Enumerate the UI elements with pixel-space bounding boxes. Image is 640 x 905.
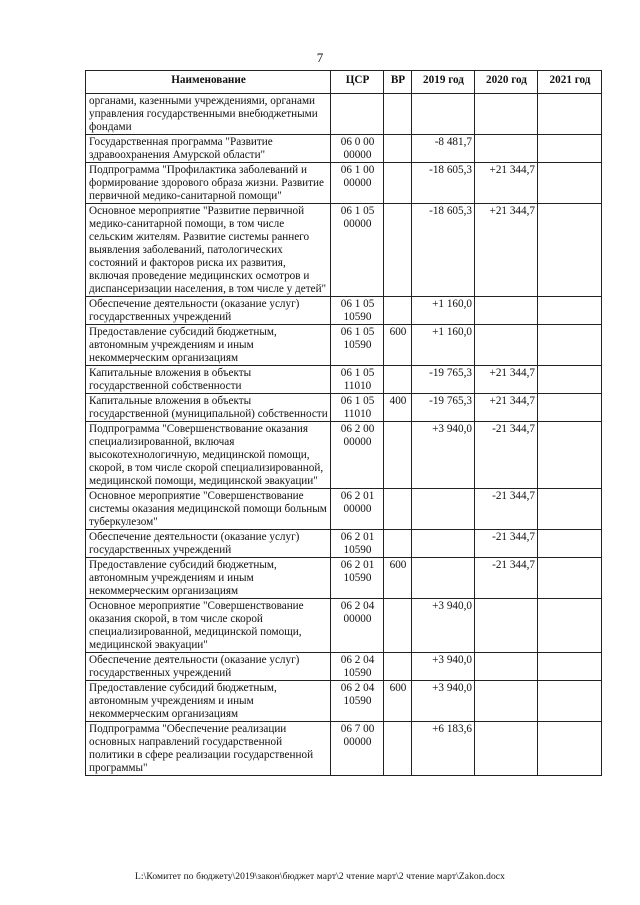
cell-2019: +3 940,0 <box>412 422 475 489</box>
cell-vr <box>384 94 412 135</box>
cell-2020 <box>475 297 538 325</box>
cell-2021 <box>538 366 602 394</box>
cell-2021 <box>538 135 602 163</box>
cell-name: Подпрограмма "Обеспечение реализации основных направлений государственной политики в сфере реализации государственной программы" <box>86 722 331 776</box>
cell-2019: +1 160,0 <box>412 325 475 366</box>
cell-2020: +21 344,7 <box>475 366 538 394</box>
cell-csr <box>331 94 384 135</box>
cell-2019: -18 605,3 <box>412 163 475 204</box>
cell-name: Основное мероприятие "Совершенствование системы оказания медицинской помощи больным туберкулезом" <box>86 489 331 530</box>
cell-2019: +3 940,0 <box>412 653 475 681</box>
cell-vr: 600 <box>384 558 412 599</box>
cell-2021 <box>538 422 602 489</box>
cell-vr: 400 <box>384 394 412 422</box>
cell-csr: 06 2 04 10590 <box>331 681 384 722</box>
table-row <box>86 558 602 599</box>
cell-2021 <box>538 163 602 204</box>
table-header-row <box>86 71 602 94</box>
cell-2019: +3 940,0 <box>412 599 475 653</box>
cell-2020 <box>475 135 538 163</box>
cell-csr: 06 1 00 00000 <box>331 163 384 204</box>
cell-name: Основное мероприятие "Совершенствование оказания скорой, в том числе скорой специализированной, медицинской помощи, медицинской эвакуации" <box>86 599 331 653</box>
header-2019: 2019 год <box>412 71 475 94</box>
cell-2021 <box>538 530 602 558</box>
cell-csr: 06 2 04 00000 <box>331 599 384 653</box>
cell-name: Обеспечение деятельности (оказание услуг) государственных учреждений <box>86 297 331 325</box>
cell-vr: 600 <box>384 681 412 722</box>
table-row <box>86 599 602 653</box>
cell-2021 <box>538 394 602 422</box>
cell-csr: 06 2 00 00000 <box>331 422 384 489</box>
cell-2020: +21 344,7 <box>475 163 538 204</box>
cell-2021 <box>538 599 602 653</box>
cell-vr: 600 <box>384 325 412 366</box>
cell-vr <box>384 653 412 681</box>
cell-csr: 06 1 05 11010 <box>331 394 384 422</box>
cell-vr <box>384 204 412 297</box>
cell-2021 <box>538 204 602 297</box>
table-row <box>86 297 602 325</box>
cell-2021 <box>538 558 602 599</box>
table-row <box>86 94 602 135</box>
cell-csr: 06 2 01 10590 <box>331 558 384 599</box>
cell-2020: -21 344,7 <box>475 558 538 599</box>
table-row <box>86 394 602 422</box>
table-row <box>86 530 602 558</box>
table-row <box>86 489 602 530</box>
cell-name: Государственная программа "Развитие здравоохранения Амурской области" <box>86 135 331 163</box>
cell-name: Предоставление субсидий бюджетным, автономным учреждениям и иным некоммерческим организациям <box>86 558 331 599</box>
cell-csr: 06 1 05 10590 <box>331 297 384 325</box>
cell-2020 <box>475 94 538 135</box>
cell-vr <box>384 489 412 530</box>
table-row <box>86 163 602 204</box>
cell-csr: 06 2 01 10590 <box>331 530 384 558</box>
cell-2020: -21 344,7 <box>475 422 538 489</box>
budget-table <box>85 70 602 776</box>
footer-file-path: L:\Комитет по бюджету\2019\закон\бюджет март\2 чтение март\2 чтение март\Zakon.docx <box>135 872 505 882</box>
cell-2020 <box>475 722 538 776</box>
cell-2020: +21 344,7 <box>475 394 538 422</box>
cell-vr <box>384 366 412 394</box>
cell-2021 <box>538 722 602 776</box>
cell-2019: -8 481,7 <box>412 135 475 163</box>
cell-2020: -21 344,7 <box>475 530 538 558</box>
cell-vr <box>384 422 412 489</box>
cell-name: Обеспечение деятельности (оказание услуг) государственных учреждений <box>86 653 331 681</box>
cell-csr: 06 1 05 11010 <box>331 366 384 394</box>
cell-2021 <box>538 94 602 135</box>
cell-2019: -19 765,3 <box>412 366 475 394</box>
cell-csr: 06 0 00 00000 <box>331 135 384 163</box>
cell-csr: 06 7 00 00000 <box>331 722 384 776</box>
cell-2019 <box>412 489 475 530</box>
cell-name: Капитальные вложения в объекты государственной собственности <box>86 366 331 394</box>
table-body <box>86 94 602 776</box>
cell-2019: +6 183,6 <box>412 722 475 776</box>
cell-2021 <box>538 325 602 366</box>
header-name: Наименование <box>86 71 331 94</box>
header-vr: ВР <box>384 71 412 94</box>
table-row <box>86 722 602 776</box>
cell-2019: -19 765,3 <box>412 394 475 422</box>
cell-name: Подпрограмма "Профилактика заболеваний и формирование здорового образа жизни. Развитие первичной медико-санитарной помощи" <box>86 163 331 204</box>
page-number: 7 <box>316 50 324 65</box>
header-csr: ЦСР <box>331 71 384 94</box>
cell-csr: 06 2 01 00000 <box>331 489 384 530</box>
cell-csr: 06 2 04 10590 <box>331 653 384 681</box>
cell-csr: 06 1 05 00000 <box>331 204 384 297</box>
cell-name: Основное мероприятие "Развитие первичной медико-санитарной помощи, в том числе сельским жителям. Развитие системы раннего выявления заболеваний, патологических состояний и факторов риска их развития, включая проведение медицинских осмотров и диспансеризации населения, в том числе у детей" <box>86 204 331 297</box>
table-row <box>86 653 602 681</box>
cell-2020 <box>475 653 538 681</box>
cell-2019 <box>412 530 475 558</box>
cell-vr <box>384 135 412 163</box>
cell-name: Предоставление субсидий бюджетным, автономным учреждениям и иным некоммерческим организациям <box>86 325 331 366</box>
table-row <box>86 681 602 722</box>
cell-2019: +3 940,0 <box>412 681 475 722</box>
table-row <box>86 325 602 366</box>
cell-2019: -18 605,3 <box>412 204 475 297</box>
cell-2021 <box>538 681 602 722</box>
cell-2020 <box>475 325 538 366</box>
cell-2019: +1 160,0 <box>412 297 475 325</box>
cell-2021 <box>538 489 602 530</box>
cell-name: Подпрограмма "Совершенствование оказания специализированной, включая высокотехнологичную, медицинской помощи, скорой, в том числе скорой специализированной, медицинской помощи, медицинской эвакуации" <box>86 422 331 489</box>
table-row <box>86 422 602 489</box>
cell-vr <box>384 530 412 558</box>
cell-2020 <box>475 599 538 653</box>
cell-2019 <box>412 558 475 599</box>
cell-vr <box>384 722 412 776</box>
table-row <box>86 204 602 297</box>
cell-2019 <box>412 94 475 135</box>
header-2021: 2021 год <box>538 71 602 94</box>
cell-2020 <box>475 681 538 722</box>
cell-name: органами, казенными учреждениями, органами управления государственными внебюджетными фондами <box>86 94 331 135</box>
cell-vr <box>384 297 412 325</box>
table-row <box>86 135 602 163</box>
cell-2021 <box>538 653 602 681</box>
cell-name: Капитальные вложения в объекты государственной (муниципальной) собственности <box>86 394 331 422</box>
cell-name: Обеспечение деятельности (оказание услуг) государственных учреждений <box>86 530 331 558</box>
cell-2020: +21 344,7 <box>475 204 538 297</box>
header-2020: 2020 год <box>475 71 538 94</box>
cell-vr <box>384 163 412 204</box>
cell-2020: -21 344,7 <box>475 489 538 530</box>
cell-name: Предоставление субсидий бюджетным, автономным учреждениям и иным некоммерческим организациям <box>86 681 331 722</box>
cell-vr <box>384 599 412 653</box>
table-row <box>86 366 602 394</box>
cell-2021 <box>538 297 602 325</box>
cell-csr: 06 1 05 10590 <box>331 325 384 366</box>
